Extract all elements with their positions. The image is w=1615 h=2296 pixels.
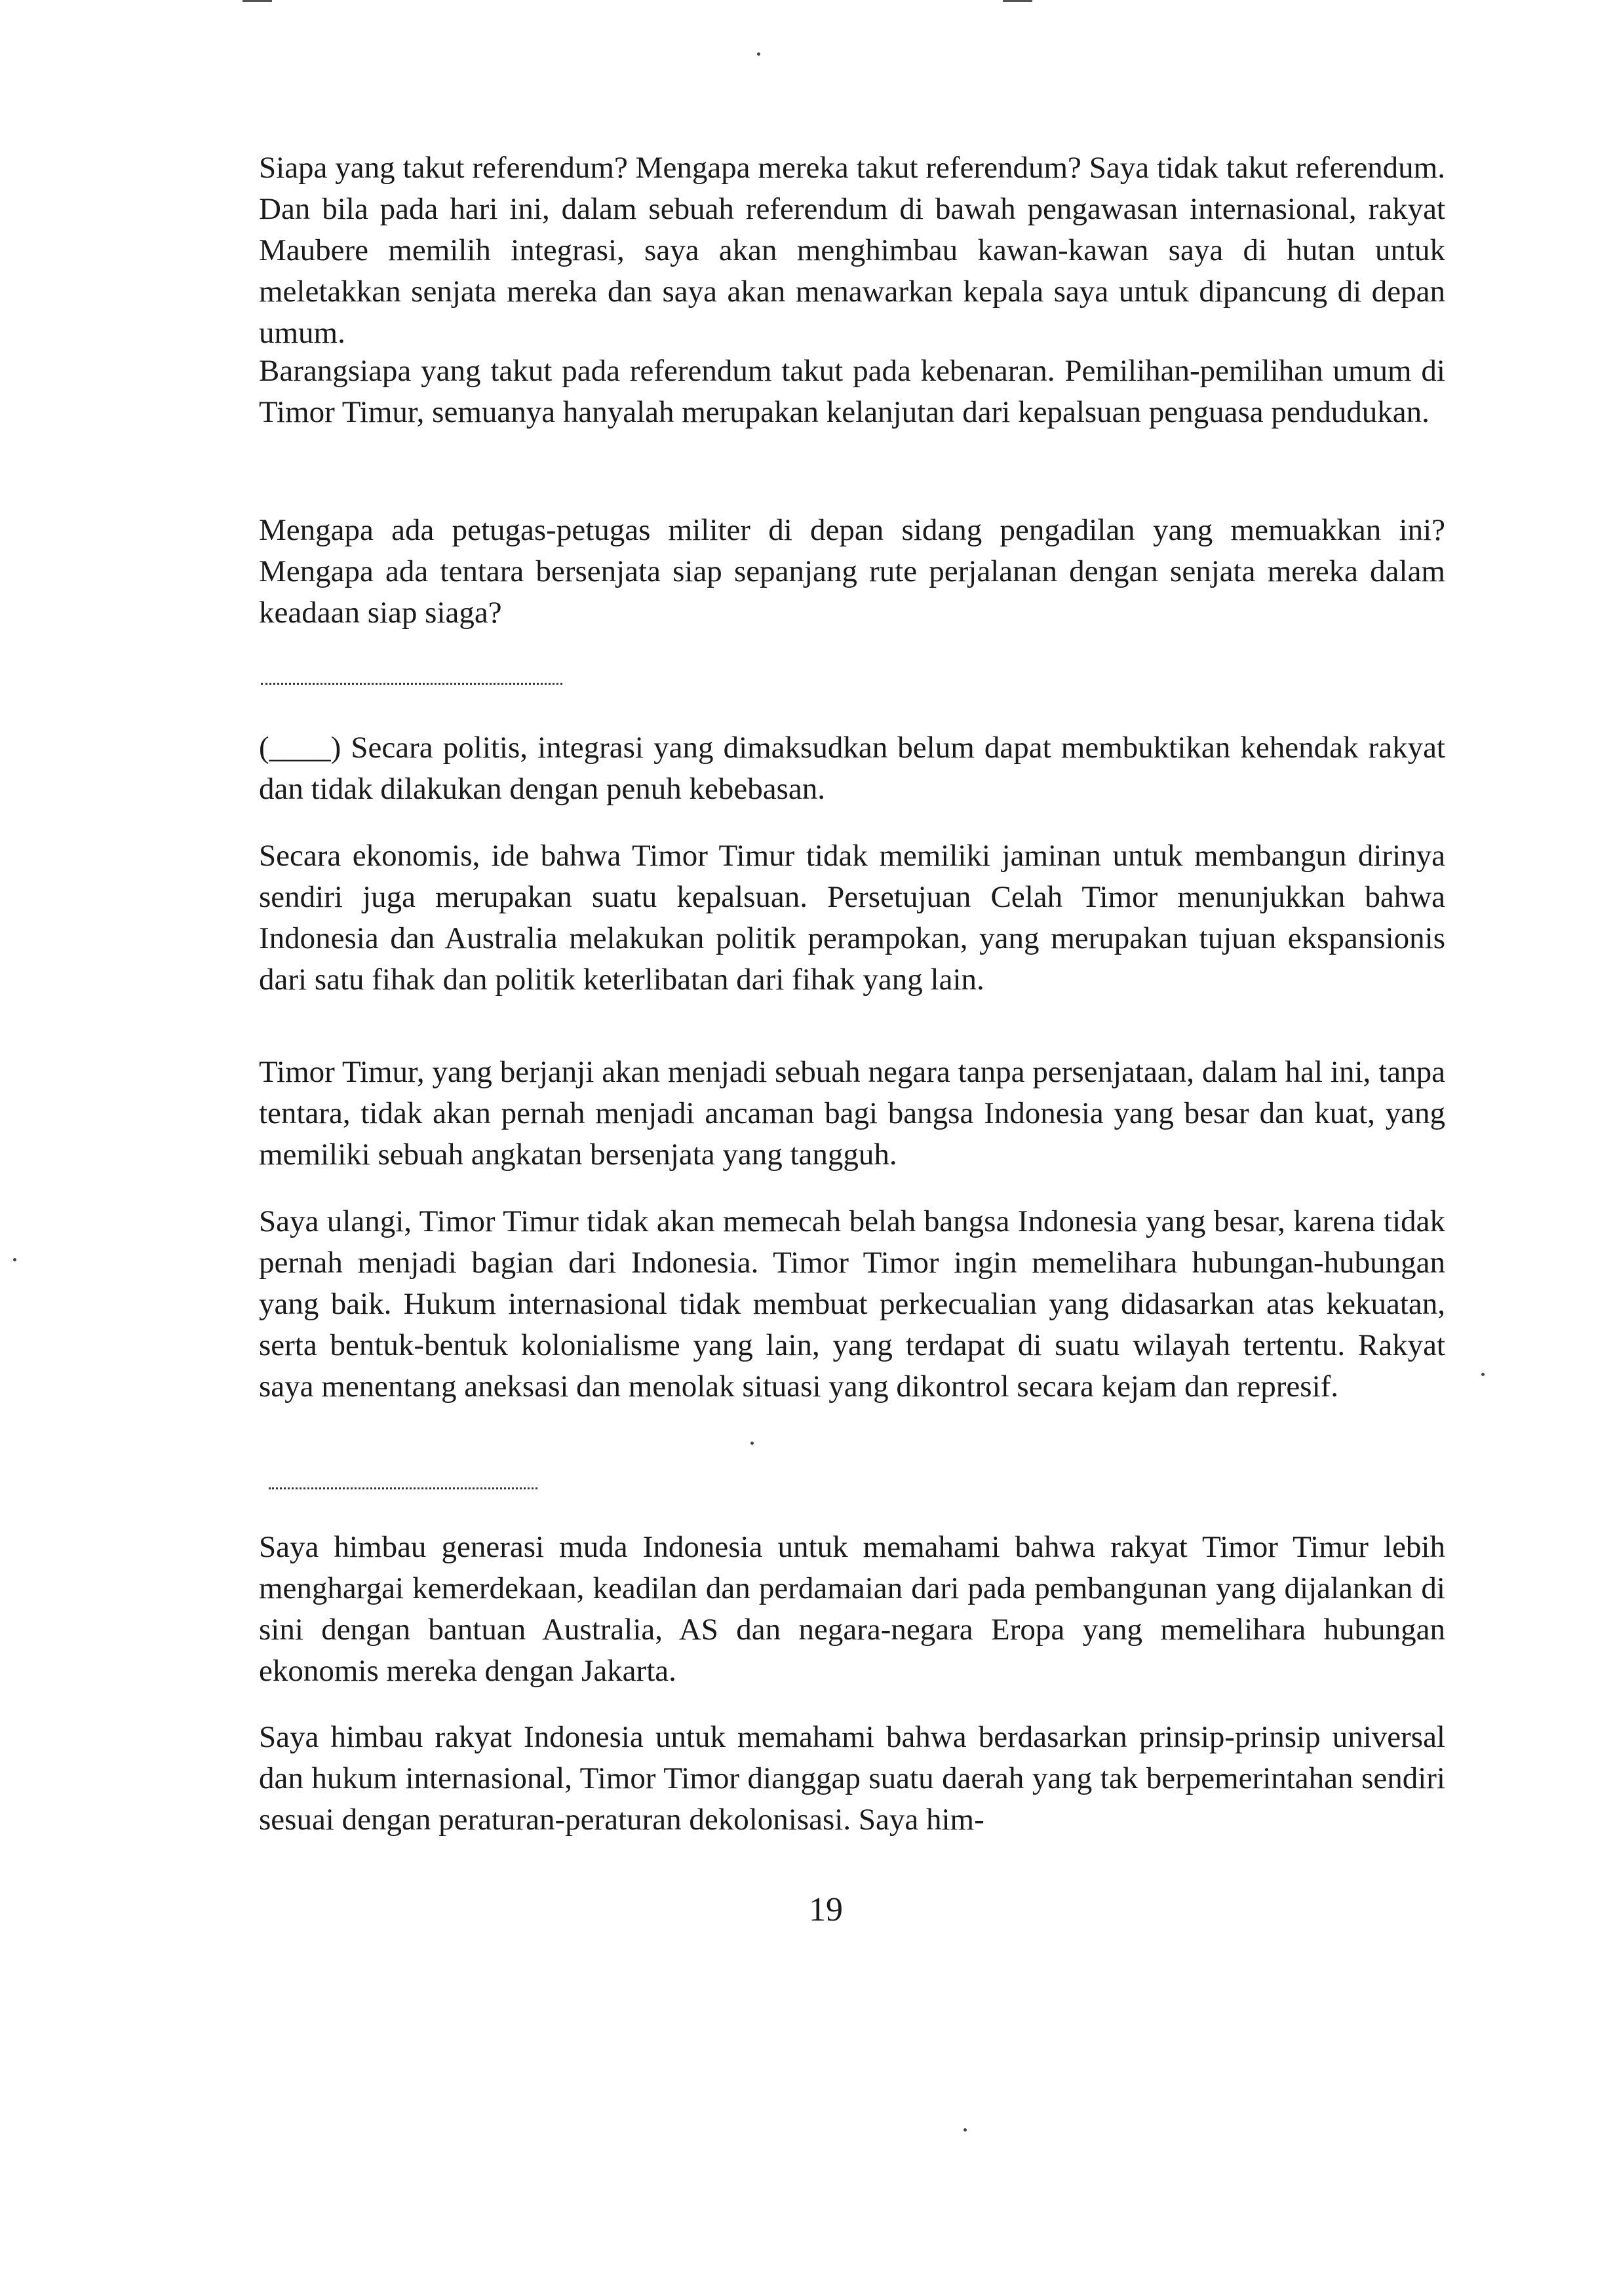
scan-speck <box>750 1442 754 1445</box>
scan-speck <box>757 52 760 56</box>
paragraph-saya-ulangi: Saya ulangi, Timor Timur tidak akan memecah belah bangsa Indonesia yang besar, karena tidak pernah menjadi bagian dari Indonesia. Timor Timor ingin memelihara hubungan-hubungan yang baik. Hukum internasional tidak membuat perkecualian yang didasarkan atas kekuatan, serta bentuk-bentuk kolonialisme yang lain, yang terdapat di suatu wilayah tertentu. Rakyat saya menentang aneksasi dan menolak situasi yang dikontrol secara kejam dan represif. <box>259 1204 1445 1404</box>
paragraph-rakyat-indonesia: Saya himbau rakyat Indonesia untuk memahami bahwa berdasarkan prinsip-prinsip universal dan hukum internasional, Timor Timor dianggap suatu daerah yang tak berpemerintahan sendiri sesuai dengan peraturan-peraturan dekolonisasi. Saya him- <box>259 1720 1445 1837</box>
page-number: 19 <box>809 1891 843 1928</box>
paragraph-ekonomis: Secara ekonomis, ide bahwa Timor Timur tidak memiliki jaminan untuk membangun dirinya sendiri juga merupakan suatu kepalsuan. Persetujuan Celah Timor menunjukkan bahwa Indonesia dan Australia melakukan politik perampokan, yang merupakan tujuan ekspansionis dari satu fihak dan politik keterlibatan dari fihak yang lain. <box>259 839 1445 997</box>
omission-separator-2 <box>269 1487 537 1489</box>
paragraph-petugas-militer: Mengapa ada petugas-petugas militer di depan sidang pengadilan yang memuakkan ini? Mengapa ada tentara bersenjata siap sepanjang rute perjalanan dengan senjata mereka dalam keadaan siap siaga? <box>259 513 1445 630</box>
scan-edge-mark-left <box>243 0 272 2</box>
scan-speck <box>1481 1373 1485 1376</box>
omission-separator-1 <box>261 683 562 685</box>
scan-speck <box>13 1258 16 1261</box>
paragraph-politis: (____) Secara politis, integrasi yang dimaksudkan belum dapat membuktikan kehendak rakyat dan tidak dilakukan dengan penuh kebebasan. <box>259 731 1445 806</box>
paragraph-tanpa-tentara: Timor Timur, yang berjanji akan menjadi sebuah negara tanpa persenjataan, dalam hal ini, tanpa tentara, tidak akan pernah menjadi ancaman bagi bangsa Indonesia yang besar dan kuat, yang memiliki sebuah angkatan bersenjata yang tangguh. <box>259 1055 1445 1172</box>
scan-edge-mark-right <box>1003 0 1032 2</box>
paragraph-referendum: Siapa yang takut referendum? Mengapa mereka takut referendum? Saya tidak takut referendum. Dan bila pada hari ini, dalam sebuah referendum di bawah pengawasan internasional, rakyat Maubere memilih integrasi, saya akan menghimbau kawan-kawan saya di hutan untuk meletakkan senjata mereka dan saya akan menawarkan kepala saya untuk dipancung di depan umum. <box>259 151 1445 350</box>
scan-speck <box>963 2128 967 2132</box>
paragraph-kebenaran: Barangsiapa yang takut pada referendum takut pada kebenaran. Pemilihan-pemilihan umum di Timor Timur, semuanya hanyalah merupakan kelanjutan dari kepalsuan penguasa pendudukan. <box>259 354 1445 429</box>
paragraph-generasi-muda: Saya himbau generasi muda Indonesia untuk memahami bahwa rakyat Timor Timur lebih menghargai kemerdekaan, keadilan dan perdamaian dari pada pembangunan yang dijalankan di sini dengan bantuan Australia, AS dan negara-negara Eropa yang memelihara hubungan ekonomis mereka dengan Jakarta. <box>259 1530 1445 1688</box>
